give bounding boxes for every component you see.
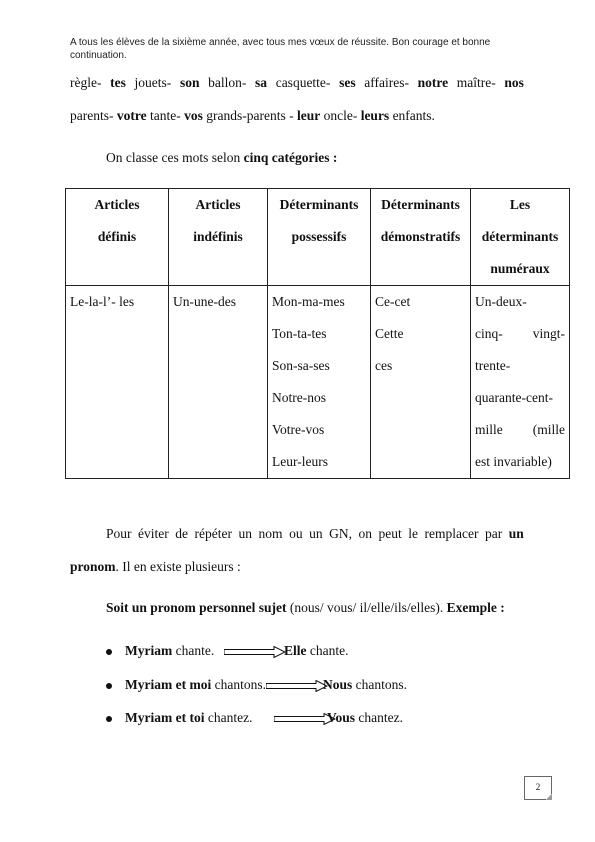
determinant-word: votre: [116, 108, 147, 123]
determinant-word: leur: [296, 108, 321, 123]
cell-determinants-numeraux: [471, 286, 570, 479]
header-determinants-possessifs: Déterminants possessifs: [268, 189, 371, 286]
bullet-icon: [106, 716, 112, 722]
header-determinants-numeraux: Les déterminants numéraux: [471, 189, 570, 286]
noun-word: parents-: [70, 108, 117, 123]
cell-line: Son-sa-ses: [272, 358, 330, 373]
table-row: [66, 286, 570, 479]
table-header-row: [66, 189, 570, 286]
soit-rest: (nous/ vous/ il/elle/ils/elles).: [286, 600, 447, 615]
noun-word: oncle-: [320, 108, 361, 123]
paragraph-word: Pour: [106, 526, 132, 541]
intro-bold: cinq catégories :: [243, 150, 338, 165]
paragraph-word: répéter: [194, 526, 233, 541]
categories-intro: [106, 150, 337, 166]
paragraph-word: de: [175, 526, 189, 541]
noun-word: grands-parents -: [202, 108, 297, 123]
example-result: Nous chantons.: [323, 677, 408, 692]
noun-word: ballon-: [208, 75, 247, 90]
paragraph-word: peut: [378, 526, 402, 541]
header-determinants-demonstratifs: Déterminants démonstratifs: [371, 189, 471, 286]
determinants-table: [65, 188, 570, 479]
page-number: 2: [524, 776, 552, 800]
determinant-word: vos: [184, 108, 203, 123]
paragraph-word: nom: [258, 526, 283, 541]
paragraph-word: un: [508, 526, 524, 541]
pronom-paragraph-line-2: [70, 559, 241, 575]
cell-line: Un-deux-: [475, 294, 527, 309]
noun-word: jouets-: [134, 75, 172, 90]
cell-line: Ton-ta-tes: [272, 326, 327, 341]
determinant-word: son: [179, 75, 200, 90]
pronom-personnel-heading: [106, 600, 505, 616]
noun-word: règle-: [70, 75, 102, 90]
cell-line: cinq- vingt-: [475, 326, 565, 341]
pronom-rest: . Il en existe plusieurs :: [115, 559, 241, 574]
arrow-right-icon: [224, 646, 286, 658]
word-list-line-1: [70, 75, 524, 91]
cell-determinants-possessifs: [268, 286, 371, 479]
determinant-word: ses: [339, 75, 356, 90]
noun-word: tante-: [146, 108, 185, 123]
example-sentence: Myriam et toi chantez.: [125, 710, 253, 725]
cell-line: ces: [375, 358, 393, 373]
cell-line: Cette: [375, 326, 404, 341]
example-sentence: Myriam et moi chantons.: [125, 677, 266, 692]
cell-articles-definis: [66, 286, 169, 479]
cell-line: trente-: [475, 358, 511, 373]
cell-line: est invariable): [475, 454, 552, 469]
noun-word: affaires-: [364, 75, 409, 90]
cell-line: Leur-leurs: [272, 454, 328, 469]
intro-text: On classe ces mots selon: [106, 150, 244, 165]
paragraph-word: un: [309, 526, 323, 541]
pronom-paragraph-line-1: [106, 526, 524, 542]
determinant-word: nos: [504, 75, 524, 90]
noun-word: casquette-: [275, 75, 331, 90]
cell-line: Ce-cet: [375, 294, 411, 309]
page-header: A tous les élèves de la sixième année, avec tous mes vœux de réussite. Bon courage et bonne continuation.: [70, 37, 491, 61]
determinant-word: sa: [255, 75, 268, 90]
example-sentence: Myriam chante.: [125, 643, 215, 658]
cell-line: mille (mille: [475, 422, 565, 437]
header-articles-indefinis: Articles indéfinis: [169, 189, 268, 286]
example-result: Vous chantez.: [327, 710, 403, 725]
noun-word: maître-: [456, 75, 496, 90]
paragraph-word: éviter: [138, 526, 169, 541]
cell-line: Votre-vos: [272, 422, 325, 437]
paragraph-word: on: [358, 526, 372, 541]
cell-articles-indefinis: [169, 286, 268, 479]
example-result: Elle chante.: [284, 643, 349, 658]
noun-word: enfants.: [389, 108, 435, 123]
paragraph-word: le: [408, 526, 419, 541]
paragraph-word: remplacer: [424, 526, 479, 541]
cell-line: quarante-cent-: [475, 390, 553, 405]
arrow-right-icon: [266, 680, 328, 692]
bullet-icon: [106, 649, 112, 655]
paragraph-word: ou: [289, 526, 303, 541]
paragraph-word: un: [238, 526, 253, 541]
soit-bold: Soit un pronom personnel sujet: [106, 600, 287, 615]
determinant-word: tes: [110, 75, 126, 90]
cell-line: Notre-nos: [272, 390, 326, 405]
pronom-bold: pronom: [70, 559, 116, 574]
cell-line: Mon-ma-mes: [272, 294, 345, 309]
determinant-word: notre: [417, 75, 449, 90]
exemple-label: Exemple :: [446, 600, 505, 615]
paragraph-word: par: [485, 526, 503, 541]
header-articles-definis: Articles définis: [66, 189, 169, 286]
cell-line: Un-une-des: [173, 294, 236, 309]
paragraph-word: GN,: [329, 526, 352, 541]
determinant-word: leurs: [360, 108, 390, 123]
cell-determinants-demonstratifs: [371, 286, 471, 479]
bullet-icon: [106, 683, 112, 689]
cell-line: Le-la-l’- les: [70, 294, 135, 309]
word-list-line-2: [70, 108, 435, 124]
